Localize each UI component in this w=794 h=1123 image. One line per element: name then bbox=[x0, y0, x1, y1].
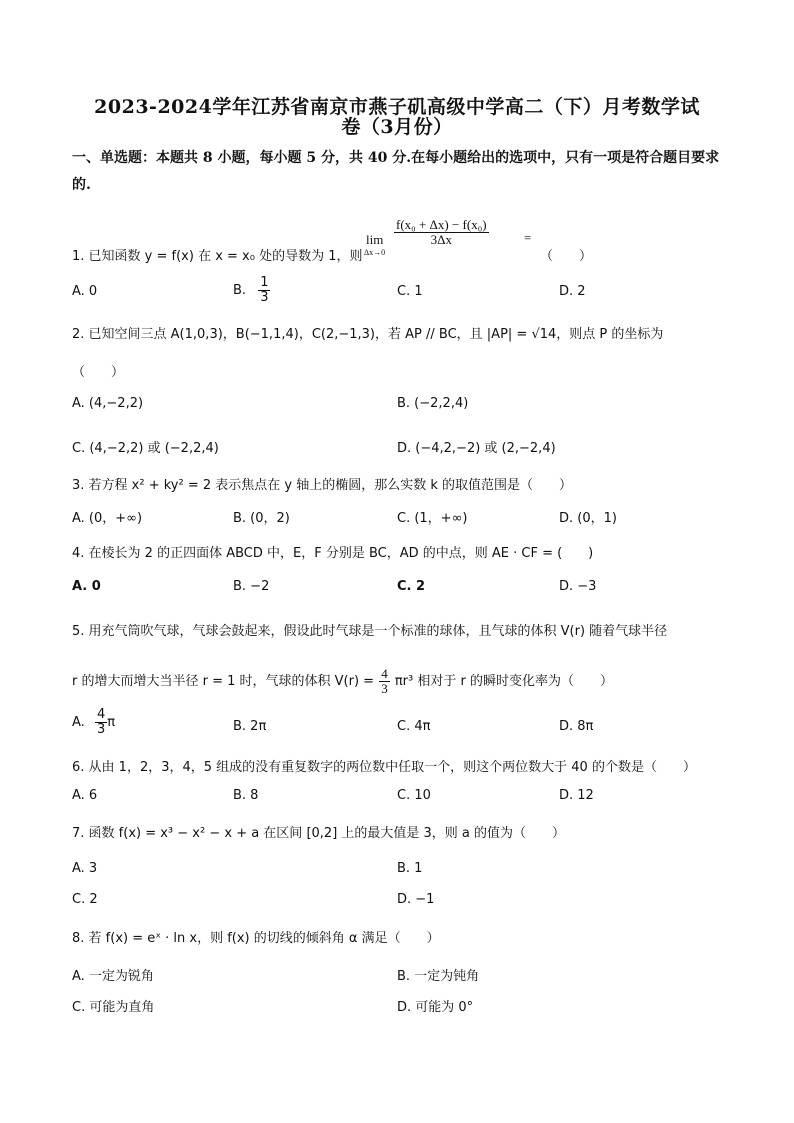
question-2-option-b: B. (−2,2,4) bbox=[397, 396, 469, 411]
question-8-option-c: C. 可能为直角 bbox=[72, 1000, 155, 1015]
question-6-option-d: D. 12 bbox=[559, 788, 594, 803]
question-1-option-c: C. 1 bbox=[397, 284, 423, 299]
question-1-option-b: B. $\frac{1}{3}$ bbox=[233, 275, 269, 305]
question-8-option-a: A. 一定为锐角 bbox=[72, 969, 154, 984]
question-8-option-b: B. 一定为钝角 bbox=[397, 969, 480, 984]
question-6-option-c: C. 10 bbox=[397, 788, 431, 803]
question-6-stem: 6. 从由 1，2，3，4，5 组成的没有重复数字的两位数中任取一个，则这个两位数大于 40 的个数是（ ） bbox=[72, 760, 696, 775]
question-1-stem: 1. 已知函数 y = f(x) 在 x = x₀ 处的导数为 1，则 bbox=[72, 249, 363, 264]
question-4-option-c: C. 2 bbox=[397, 579, 426, 594]
question-5-option-a: A. $\frac{4}{3}$ π bbox=[72, 707, 116, 737]
question-2-option-a: A. (4,−2,2) bbox=[72, 396, 144, 411]
question-2-option-d: D. (−4,2,−2) 或 (2,−2,4) bbox=[397, 441, 556, 456]
question-5-stem: 5. 用充气筒吹气球，气球会鼓起来，假设此时气球是一个标准的球体，且气球的体积 V(r) 随着气球半径 bbox=[72, 624, 668, 639]
question-8-option-d: D. 可能为 0° bbox=[397, 1000, 474, 1015]
exam-title-line2: 卷（3月份） bbox=[341, 116, 453, 138]
question-5-option-b: B. 2π bbox=[233, 719, 267, 734]
question-2-stem: 2. 已知空间三点 A(1,0,3)，B(−1,1,4)，C(2,−1,3)，若 AP // BC，且 |AP| = √14，则点 P 的坐标为 bbox=[72, 327, 664, 342]
question-6-option-a: A. 6 bbox=[72, 788, 98, 803]
question-7-option-a: A. 3 bbox=[72, 861, 98, 876]
question-3-option-c: C. (1，+∞) bbox=[397, 511, 468, 526]
question-4-option-d: D. −3 bbox=[559, 579, 597, 594]
question-7-stem: 7. 函数 f(x) = x³ − x² − x + a 在区间 [0,2] 上的最大值是 3，则 a 的值为（ ） bbox=[72, 826, 566, 841]
question-1-limit-sub: Δx→0 bbox=[364, 248, 386, 257]
question-5-option-d: D. 8π bbox=[559, 719, 594, 734]
question-1-limit-denominator: 3Δx bbox=[430, 232, 452, 247]
question-8-stem: 8. 若 f(x) = eˣ · ln x，则 f(x) 的切线的倾斜角 α 满足（ ） bbox=[72, 931, 440, 946]
question-7-option-b: B. 1 bbox=[397, 861, 423, 876]
question-5-stem-cont: r 的增大而增大当半径 r = 1 时，气球的体积 V(r) = $\frac{4}{3}$ πr³ 相对于 r 的瞬时变化率为（ ） bbox=[72, 666, 613, 696]
question-3-stem: 3. 若方程 x² + ky² = 2 表示焦点在 y 轴上的椭圆，那么实数 k 的取值范围是（ ） bbox=[72, 478, 573, 493]
question-4-option-a: A. 0 bbox=[72, 579, 101, 594]
question-2-option-c: C. (4,−2,2) 或 (−2,2,4) bbox=[72, 441, 219, 456]
question-3-option-a: A. (0，+∞) bbox=[72, 511, 143, 526]
exam-page: 2023-2024学年江苏省南京市燕子矶高级中学高二（下）月考数学试 卷（3月份） 一、单选题：本题共 8 小题，每小题 5 分，共 40 分.在每小题给出的选项中，只有一项是符合题目要求的. 1. 已知函数 y = f(x) 在 x = x₀ 处的导数为 1，则 lim Δx→0 $\frac{\text{f(x₀ + Δx) − f(x₀)}}{3\Delta x}$ = （ ） A. 0 B. $\frac{1}{3}$ C. 1 D. 2 2. 已知空间三点 A(1,0,3)，B(−1,1,4)，C(2,−1,3)，若 AP // BC，且 |AP| = √14，则点 P 的坐标为 （ ） A. (4,−2,2) B. (−2,2,4) C. (4,−2,2) 或 (−2,2,4) D. (−4,2,−2) 或 (2,−2,4) 3. 若方程 x² + ky² = 2 表示焦点在 y 轴上的椭圆，那么实数 k 的取值范围是（ ） A. (0，+∞) B. (0，2) C. (1，+∞) D. (0，1) 4. 在棱长为 2 的正四面体 ABCD 中，E，F 分别是 BC，AD 的中点，则 AE · CF = ( ) A. 0 B. −2 C. 2 D. −3 5. 用充气筒吹气球，气球会鼓起来，假设此时气球是一个标准的球体，且气球的体积 V(r) 随着气球半径 r 的增大而增大当半径 r = 1 时，气球的体积 V(r) = $\frac{4}{3}$ πr³ 相对于 r 的瞬时变化率为（ ） A. $\frac{4}{3}$ π B. 2π C. 4π D. 8π 6. 从由 1，2，3，4，5 组成的没有重复数字的两位数中任取一个，则这个两位数大于 40 的个数是（ ） A. 6 B. 8 C. 10 D. 12 7. 函数 f(x) = x³ − x² − x + a 在区间 [0,2] 上的最大值是 3，则 a 的值为（ ） A. 3 B. 1 C. 2 D. −1 8. 若 f(x) = eˣ · ln x，则 f(x) 的切线的倾斜角 α 满足（ ） A. 一定为锐角 B. 一定为钝角 C. 可能为直角 D. 可能为 0° bbox=[0, 0, 794, 1123]
question-1-limit-numerator: f(x₀ + Δx) − f(x₀) bbox=[396, 217, 487, 232]
question-4-stem: 4. 在棱长为 2 的正四面体 ABCD 中，E，F 分别是 BC，AD 的中点，则 AE · CF = ( ) bbox=[72, 546, 594, 561]
question-1-option-d: D. 2 bbox=[559, 284, 586, 299]
question-4-option-b: B. −2 bbox=[233, 579, 270, 594]
question-3-option-b: B. (0，2) bbox=[233, 511, 290, 526]
question-3-option-d: D. (0，1) bbox=[559, 511, 617, 526]
question-6-option-b: B. 8 bbox=[233, 788, 259, 803]
section-heading: 一、单选题：本题共 8 小题，每小题 5 分，共 40 分.在每小题给出的选项中，只有一项是符合题目要求的. bbox=[72, 150, 720, 193]
exam-title-line1: 2023-2024学年江苏省南京市燕子矶高级中学高二（下）月考数学试 bbox=[94, 96, 700, 118]
question-1-option-a: A. 0 bbox=[72, 284, 98, 299]
question-1-blank: （ ） bbox=[540, 249, 593, 264]
question-7-option-c: C. 2 bbox=[72, 892, 98, 907]
question-2-stem-cont: （ ） bbox=[72, 365, 125, 380]
question-7-option-d: D. −1 bbox=[397, 892, 435, 907]
question-5-option-c: C. 4π bbox=[397, 719, 431, 734]
